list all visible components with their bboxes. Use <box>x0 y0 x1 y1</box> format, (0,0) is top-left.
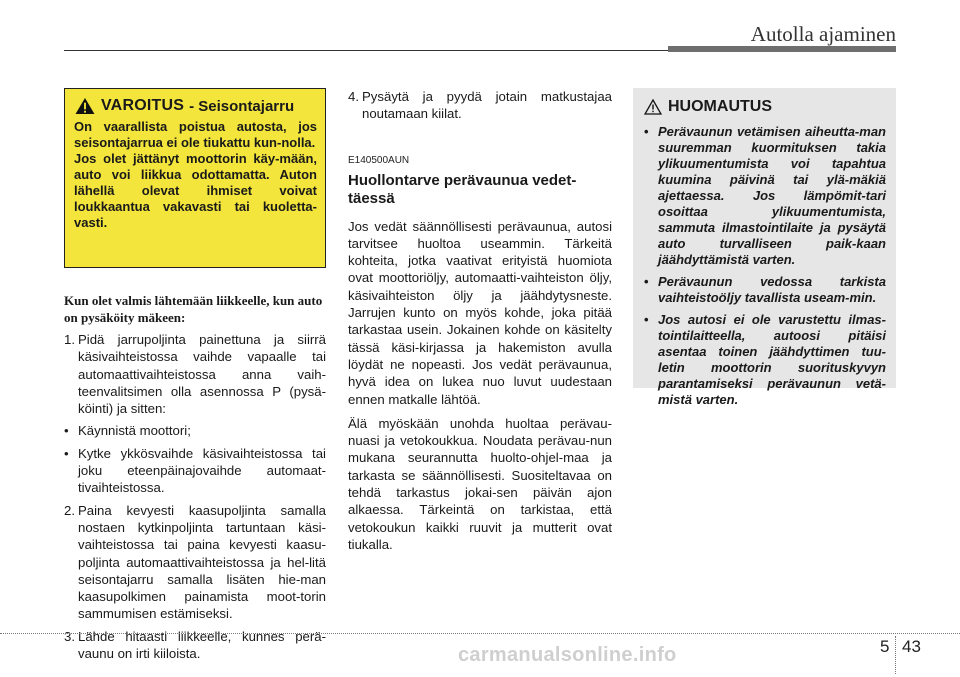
note-item-text: Perävaunun vedossa tarkista vaihteistoöljy tavallista useam-min. <box>658 274 886 305</box>
header-rule-accent <box>668 46 896 52</box>
warning-title: VAROITUS <box>101 97 185 114</box>
chapter-number: 5 <box>880 637 890 656</box>
hill-start-subheading: Kun olet valmis lähtemään liikkeelle, kun auto on pysäköity mäkeen: <box>64 293 323 325</box>
step-4-text: Pysäytä ja pyydä jotain matkustajaa noutamaan kiilat. <box>362 89 612 122</box>
note-heading <box>644 98 886 116</box>
header-rule <box>64 50 672 51</box>
column-middle <box>348 88 612 560</box>
page-header-title: Autolla ajaminen <box>750 22 896 46</box>
page-number: 43 <box>902 637 921 656</box>
note-item <box>644 124 886 268</box>
list-item-text: Käynnistä moottori; <box>78 423 191 439</box>
column-left <box>64 88 326 667</box>
note-item <box>644 274 886 306</box>
list-marker: 3. <box>64 628 75 644</box>
section-code: E140500AUN <box>348 154 410 166</box>
list-marker: • <box>644 312 649 327</box>
note-title: HUOMAUTUS <box>668 98 772 115</box>
column-right <box>633 88 896 407</box>
list-marker: 2. <box>64 502 75 518</box>
paragraph-1: Jos vedät säännöllisesti perävaunua, autosi tarvitsee huoltoa useammin. Tärkeitä kohteita, jotka vaativat erityistä huomiota ovat moottoriöljy, automaatti-vaihteiston öljy, käsivaihteiston öljy ja jäähdytysneste. Jarrujen kunto on myös kohde, joka pitää tarkastaa usein. Jokainen kohde on käsitelty tässä käsi-kirjassa ja hakemiston avulla löydät ne nopeasti. Jos vedät perävaunua, hyvä idea on lukea nuo luvut uudestaan ennen matkalle lähtöä. <box>348 218 612 407</box>
note-item <box>644 312 886 408</box>
warning-subtitle: - Seisontajarru <box>189 97 295 115</box>
hill-start-steps <box>64 331 326 662</box>
paragraph-2: Älä myöskään unohda huoltaa perävau-nuasi ja vetokoukkua. Noudata perävau-nun mukana seurannutta huolto-ohjel-maa ja tarkasta se säännöllisesti. Suositeltavaa on tehdä tarkastus jokai-sen päivän ajon alkaessa. Tärkeintä on tarkistaa, että vetokoukun kaikki ruuvit ja mutterit ovat tiukalla. <box>348 415 612 552</box>
list-item-text: Paina kevyesti kaasupoljinta samalla nostaen kytkinpoljinta tartuntaan käsi-vaihteistossa tai paina kevyesti kaasu-poljinta automaattivaihteistossa ja hel-litä seisontajarru samalla lisäten hie-man kaasupolkimen painamista moot-torin sammumisen estämiseksi. <box>78 502 326 622</box>
warning-triangle-icon <box>74 97 96 115</box>
list-marker: 4. <box>348 89 359 104</box>
list-marker: • <box>644 124 649 139</box>
list-marker: • <box>64 445 69 461</box>
watermark-text: carmanualsonline.info <box>458 644 677 666</box>
list-item-text: Kytke ykkösvaihde käsivaihteistossa tai joku eteenpäinajovaihde automaat-tivaihteistossa. <box>78 445 326 496</box>
warning-text-2: Jos olet jättänyt moottorin käy-mään, auto voi liikkua odottamatta. Auton lähellä olevat ihmiset voivat loukkaantua vakavasti tai kuoletta-vasti. <box>74 151 317 230</box>
warning-box <box>64 88 326 268</box>
list-item-text: Pidä jarrupoljinta painettuna ja siirrä käsivaihteistossa vaihde vapaalle tai automaattivaihteistossa anna vaih-teenvalitsimen olla asennossa P (pysä-köinti) ja sitten: <box>78 332 326 417</box>
list-item <box>64 331 326 417</box>
note-item-text: Perävaunun vetämisen aiheutta-man suuremman kuormituksen takia ylikuumentumista voi tapahtua kuumina päivinä tai ylä-mäkiä ajettaessa. Jos lämpömit-tari osoittaa ylikuumentumista, sammuta ilmastointilaite ja pysäytä auto turvalliseen paik-kaan jäähdyttämistä varten. <box>658 124 886 267</box>
list-item-text: Lähde hitaasti liikkeelle, kunnes perä-vaunu on irti kiiloista. <box>78 628 326 662</box>
section-title: Huollontarve perävaunua vedet-täessä <box>348 171 577 207</box>
step-4 <box>348 88 612 123</box>
caution-triangle-icon <box>644 99 662 115</box>
warning-text-1: On vaarallista poistua autosta, jos seisontajarrua ei ole tiukattu kun-nolla. <box>74 119 317 150</box>
warning-heading <box>74 97 317 115</box>
page-number-separator <box>895 636 896 674</box>
list-marker: 1. <box>64 332 75 347</box>
list-item <box>64 502 326 623</box>
list-marker: • <box>64 423 69 439</box>
list-item <box>64 445 326 497</box>
note-box <box>633 88 896 407</box>
footer-rule <box>0 633 960 634</box>
list-item <box>64 422 326 439</box>
list-marker: • <box>644 274 649 289</box>
note-list <box>644 124 886 408</box>
note-item-text: Jos autosi ei ole varustettu ilmas-tointilaitteella, autoosi pitäisi asentaa toinen jäähdyttimen tuu-letin moottorin suorituskyvyn parantamiseksi perävaunun vetä-mistä varten. <box>658 312 886 407</box>
